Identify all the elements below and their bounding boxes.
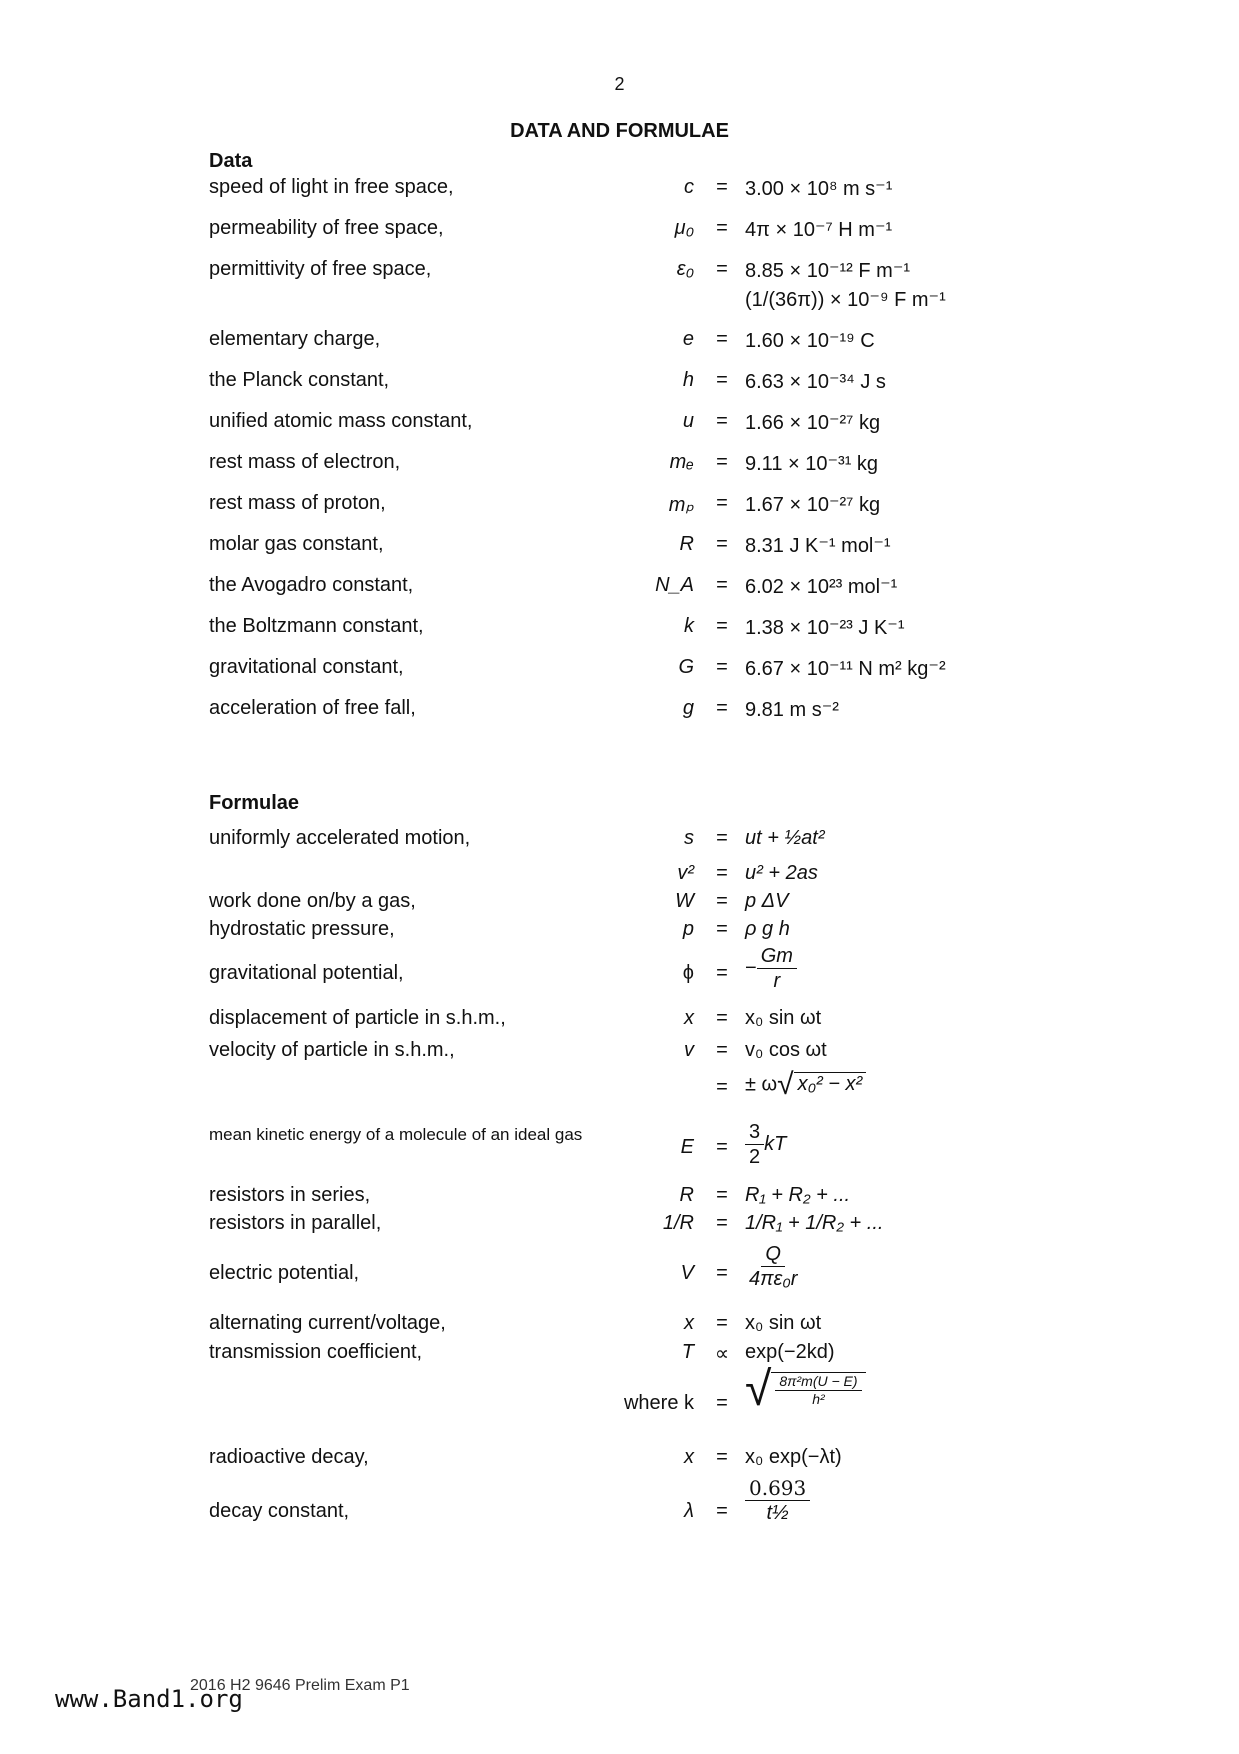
equals-sign: = <box>716 410 728 432</box>
formula-row <box>0 1312 1239 1344</box>
equals-sign: = <box>716 1184 728 1206</box>
proportional-sign: ∝ <box>714 1343 730 1365</box>
formula-symbol: λ <box>684 1500 694 1522</box>
formula-symbol: x <box>684 1446 694 1468</box>
formula-value: R₁ + R₂ + ... <box>745 1184 851 1206</box>
formula-value: p ΔV <box>745 890 789 912</box>
constant-value: 6.67 × 10⁻¹¹ N m² kg⁻² <box>745 658 946 680</box>
exam-footer: 2016 H2 9646 Prelim Exam P1 <box>190 1677 410 1694</box>
numerator: 3 <box>745 1120 764 1145</box>
formula-row <box>0 918 1239 950</box>
page-title: DATA AND FORMULAE <box>510 120 729 142</box>
equals-sign: = <box>716 918 728 940</box>
formula-symbol: V <box>680 1262 694 1284</box>
formula-value <box>745 1363 866 1416</box>
equals-sign: = <box>716 1446 728 1468</box>
numerator: Gm <box>757 944 797 969</box>
data-row <box>0 451 1239 483</box>
constant-value: 3.00 × 10⁸ m s⁻¹ <box>745 178 893 200</box>
constant-symbol: mₚ <box>668 494 694 516</box>
constant-value: 9.11 × 10⁻³¹ kg <box>745 453 879 475</box>
formula-row <box>0 1446 1239 1478</box>
data-row <box>0 328 1239 360</box>
constant-symbol: μ₀ <box>674 217 694 239</box>
equals-sign: = <box>716 697 728 719</box>
constant-value: 1.67 × 10⁻²⁷ kg <box>745 494 881 516</box>
formula-value <box>745 1120 786 1169</box>
constant-value-alt: (1/(36π)) × 10⁻⁹ F m⁻¹ <box>745 289 946 311</box>
constant-label: the Boltzmann constant, <box>209 615 424 637</box>
formula-label: transmission coefficient, <box>209 1341 423 1363</box>
constant-label: speed of light in free space, <box>209 176 454 198</box>
formula-symbol: x <box>684 1007 694 1029</box>
data-row <box>0 533 1239 565</box>
formula-row <box>0 1363 1239 1424</box>
data-row <box>0 656 1239 688</box>
fraction <box>745 1242 801 1291</box>
formula-label: displacement of particle in s.h.m., <box>209 1007 506 1029</box>
formula-row <box>0 1068 1239 1108</box>
constant-label: permittivity of free space, <box>209 258 432 280</box>
formula-row <box>0 827 1239 859</box>
formula-symbol: where k <box>623 1392 694 1414</box>
constant-symbol: N_A <box>655 574 694 596</box>
constant-label: gravitational constant, <box>209 656 404 678</box>
formula-value <box>745 1070 866 1100</box>
equals-sign: = <box>716 862 728 884</box>
formula-symbol: x <box>684 1312 694 1334</box>
fraction <box>745 1120 764 1169</box>
constant-value: 4π × 10⁻⁷ H m⁻¹ <box>745 219 893 241</box>
formula-symbol: s <box>684 827 694 849</box>
constant-symbol: e <box>682 328 694 350</box>
formula-symbol: 1/R <box>662 1212 694 1234</box>
formula-value: x₀ exp(−λt) <box>745 1446 842 1468</box>
plus-minus-omega: ± ω <box>745 1073 778 1096</box>
constant-label: elementary charge, <box>209 328 381 350</box>
formula-symbol: R <box>679 1184 694 1206</box>
constant-value: 1.66 × 10⁻²⁷ kg <box>745 412 881 434</box>
formula-value <box>745 944 797 993</box>
formula-label: decay constant, <box>209 1500 350 1522</box>
equals-sign: = <box>716 962 728 984</box>
denominator: r <box>773 970 781 992</box>
constant-symbol: h <box>682 369 694 391</box>
denominator: 2 <box>749 1146 761 1168</box>
data-row <box>0 492 1239 524</box>
equals-sign: = <box>716 656 728 678</box>
constant-symbol: c <box>684 176 694 198</box>
equals-sign: = <box>716 1039 728 1061</box>
formula-symbol: p <box>682 918 694 940</box>
formula-label: alternating current/voltage, <box>209 1312 446 1334</box>
equals-sign: = <box>716 217 728 239</box>
constant-symbol: mₑ <box>669 451 694 473</box>
formula-row <box>0 1007 1239 1039</box>
constant-value: 6.63 × 10⁻³⁴ J s <box>745 371 886 393</box>
constant-value: 9.81 m s⁻² <box>745 699 839 721</box>
watermark-link[interactable]: www.Band1.org <box>55 1685 243 1713</box>
formula-row <box>0 1039 1239 1071</box>
fraction <box>745 1476 810 1525</box>
formula-value: 1/R₁ + 1/R₂ + ... <box>745 1212 884 1234</box>
page-number: 2 <box>614 74 625 94</box>
equals-sign: = <box>716 1262 728 1284</box>
formula-symbol: T <box>681 1341 694 1363</box>
formula-row <box>0 1121 1239 1172</box>
data-row <box>0 410 1239 442</box>
formula-value: v₀ cos ωt <box>745 1039 827 1061</box>
constant-symbol: R <box>679 533 694 555</box>
constant-symbol: g <box>682 697 694 719</box>
formula-symbol: v <box>684 1039 694 1061</box>
minus-sign: − <box>745 956 757 979</box>
formula-value: ρ g h <box>745 918 790 940</box>
constant-label: the Planck constant, <box>209 369 390 391</box>
denominator: 4πε₀r <box>749 1268 798 1290</box>
fraction <box>775 1373 861 1408</box>
formula-value <box>745 1476 810 1525</box>
formula-label: hydrostatic pressure, <box>209 918 395 940</box>
constant-label: rest mass of proton, <box>209 492 386 514</box>
equals-sign: = <box>716 369 728 391</box>
formula-label: uniformly accelerated motion, <box>209 827 471 849</box>
constant-value: 1.38 × 10⁻²³ J K⁻¹ <box>745 617 905 639</box>
formulae-heading: Formulae <box>209 792 300 814</box>
formula-label: work done on/by a gas, <box>209 890 416 912</box>
constant-label: molar gas constant, <box>209 533 384 555</box>
equals-sign: = <box>716 258 728 280</box>
data-row <box>0 369 1239 401</box>
formula-label: gravitational potential, <box>209 962 404 984</box>
equals-sign: = <box>716 615 728 637</box>
equals-sign: = <box>716 1312 728 1334</box>
formula-label: resistors in series, <box>209 1184 371 1206</box>
equals-sign: = <box>716 890 728 912</box>
constant-label: acceleration of free fall, <box>209 697 416 719</box>
denominator: t½ <box>766 1502 789 1524</box>
data-row <box>0 574 1239 606</box>
formula-symbol: E <box>680 1136 694 1158</box>
equals-sign: = <box>716 492 728 514</box>
constant-symbol: k <box>684 615 694 637</box>
constant-value: 6.02 × 10²³ mol⁻¹ <box>745 576 898 598</box>
radicand: x₀² − x² <box>794 1072 867 1096</box>
formula-symbol: v² <box>677 862 694 884</box>
constant-label: rest mass of electron, <box>209 451 401 473</box>
formula-row <box>0 1243 1239 1294</box>
sqrt-icon: √ <box>745 1363 772 1416</box>
equals-sign: = <box>716 451 728 473</box>
formula-row <box>0 1341 1239 1373</box>
data-row <box>0 615 1239 647</box>
formula-symbol: ϕ <box>682 962 694 984</box>
formula-label: resistors in parallel, <box>209 1212 382 1234</box>
equals-sign: = <box>716 827 728 849</box>
formula-label: electric potential, <box>209 1262 360 1284</box>
constant-label: unified atomic mass constant, <box>209 410 473 432</box>
numerator: 8π²m(U − E) <box>775 1373 861 1391</box>
constant-label: the Avogadro constant, <box>209 574 414 596</box>
formula-row <box>0 1476 1239 1532</box>
data-heading: Data <box>209 150 253 172</box>
fraction <box>757 944 797 993</box>
constant-value: 8.31 J K⁻¹ mol⁻¹ <box>745 535 891 557</box>
data-row <box>0 217 1239 249</box>
constant-value: 8.85 × 10⁻¹² F m⁻¹ <box>745 260 911 282</box>
equals-sign: = <box>716 1212 728 1234</box>
constant-symbol: ε₀ <box>676 258 694 280</box>
formula-value: x₀ sin ωt <box>745 1007 822 1029</box>
constant-symbol: u <box>682 410 694 432</box>
equals-sign: = <box>716 1136 728 1158</box>
data-row <box>0 697 1239 729</box>
equals-sign: = <box>716 328 728 350</box>
formula-label: radioactive decay, <box>209 1446 369 1468</box>
radicand <box>771 1372 865 1408</box>
formula-symbol: W <box>675 890 694 912</box>
formula-row <box>0 945 1239 994</box>
formula-value <box>745 1242 801 1291</box>
sqrt-icon: √ <box>777 1068 794 1101</box>
equals-sign: = <box>716 1500 728 1522</box>
numerator: Q <box>761 1242 785 1267</box>
equals-sign: = <box>716 176 728 198</box>
equals-sign: = <box>716 574 728 596</box>
formula-value: exp(−2kd) <box>745 1341 835 1363</box>
equals-sign: = <box>716 1007 728 1029</box>
formula-label: mean kinetic energy of a molecule of an ideal gas <box>209 1125 583 1144</box>
constant-value: 1.60 × 10⁻¹⁹ C <box>745 330 875 352</box>
constant-label: permeability of free space, <box>209 217 444 239</box>
equals-sign: = <box>716 1392 728 1414</box>
data-row <box>0 258 1239 311</box>
formula-value: ut + ½at² <box>745 827 825 849</box>
constant-symbol: G <box>678 656 694 678</box>
denominator: h² <box>812 1390 825 1407</box>
data-row <box>0 176 1239 208</box>
formula-row <box>0 1212 1239 1244</box>
formula-label: velocity of particle in s.h.m., <box>209 1039 455 1061</box>
formula-value: u² + 2as <box>745 862 818 884</box>
formula-value: x₀ sin ωt <box>745 1312 822 1334</box>
equals-sign: = <box>716 533 728 555</box>
ke-suffix: kT <box>764 1132 787 1155</box>
numerator: 0.693 <box>745 1476 810 1501</box>
equals-sign: = <box>716 1076 728 1098</box>
